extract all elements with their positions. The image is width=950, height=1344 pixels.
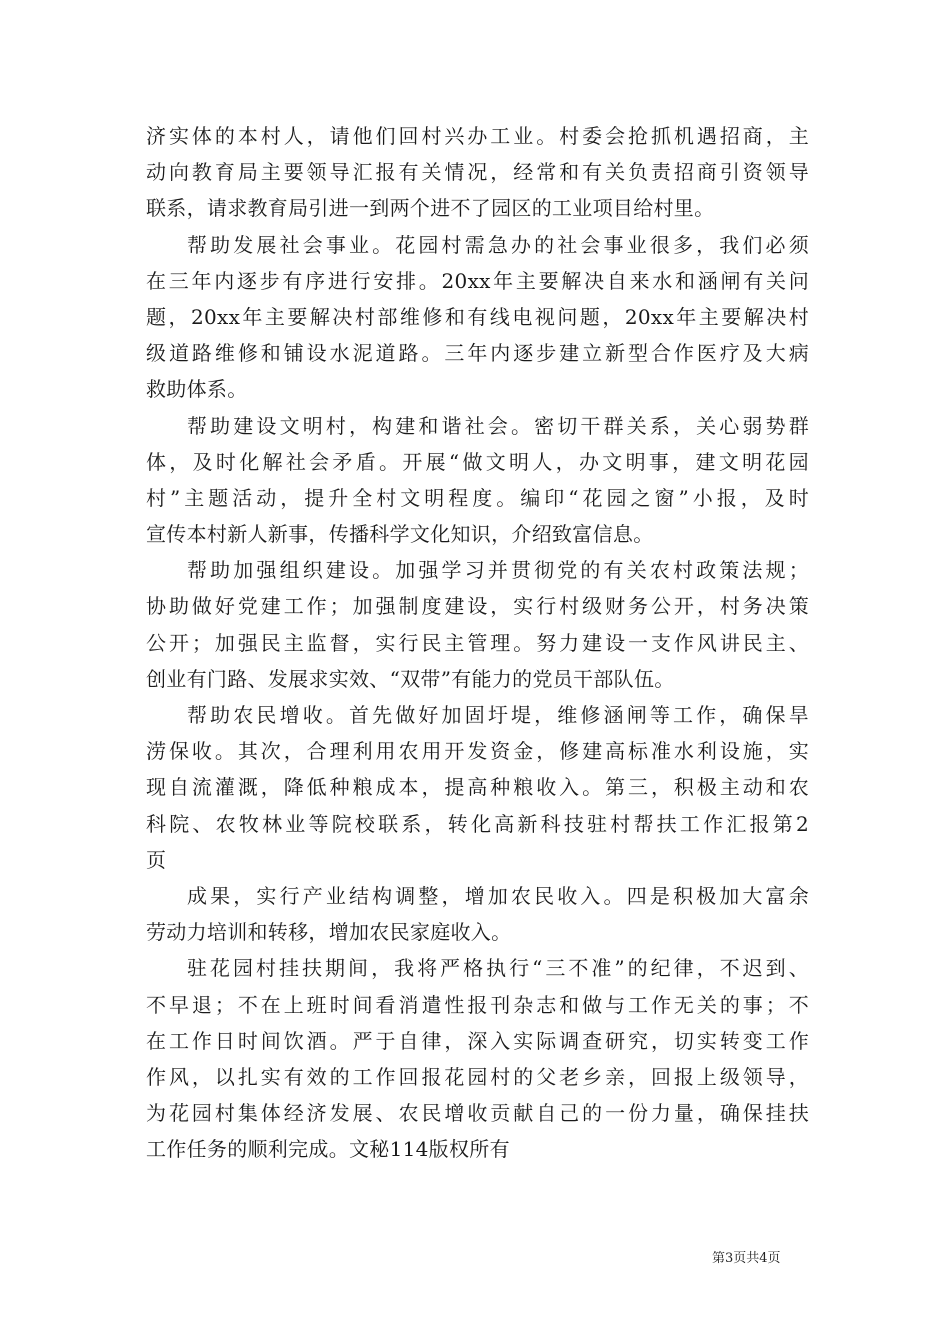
text-line: 救助体系。 — [146, 377, 248, 402]
text-line: 现自流灌溉，降低种粮成本，提高种粮收入。第三，积极主动和农 — [146, 775, 809, 800]
paragraph-start-line: 帮助农民增收。首先做好加固圩堤，维修涵闸等工作，确保旱 — [187, 703, 809, 727]
text-line: 作风，以扎实有效的工作回报花园村的父老乡亲，回报上级领导， — [146, 1064, 809, 1089]
paragraph-start-line: 驻花园村挂扶期间，我将严格执行“三不准”的纪律，不迟到、 — [187, 956, 809, 981]
text-line: 村”主题活动，提升全村文明程度。编印“花园之窗”小报，及时 — [146, 485, 809, 510]
text-line: 济实体的本村人，请他们回村兴办工业。村委会抢抓机遇招商，主 — [146, 124, 809, 148]
text-line: 级道路维修和铺设水泥道路。三年内逐步建立新型合作医疗及大病 — [146, 341, 809, 366]
text-line: 宣传本村新人新事，传播科学文化知识，介绍致富信息。 — [146, 522, 654, 547]
text-line: 体，及时化解社会矛盾。开展“做文明人，办文明事，建文明花园 — [146, 449, 809, 474]
text-line: 题，20xx年主要解决村部维修和有线电视问题，20xx年主要解决村 — [146, 304, 809, 329]
text-line: 劳动力培训和转移，增加农民家庭收入。 — [146, 920, 512, 945]
text-line: 科院、农牧林业等院校联系，转化高新科技驻村帮扶工作汇报第2 — [146, 811, 809, 836]
text-line: 在工作日时间饮酒。严于自律，深入实际调查研究，切实转变工作 — [146, 1028, 809, 1053]
paragraph-start-line: 成果，实行产业结构调整，增加农民收入。四是积极加大富余 — [187, 883, 809, 908]
text-line: 为花园村集体经济发展、农民增收贡献自己的一份力量，确保挂扶 — [146, 1101, 809, 1126]
paragraph-start-line: 帮助加强组织建设。加强学习并贯彻党的有关农村政策法规； — [187, 558, 809, 583]
text-line: 在三年内逐步有序进行安排。20xx年主要解决自来水和涵闸有关问 — [146, 268, 809, 293]
text-line: 页 — [146, 847, 167, 872]
text-line: 协助做好党建工作；加强制度建设，实行村级财务公开，村务决策 — [146, 594, 809, 619]
text-line: 涝保收。其次，合理利用农用开发资金，修建高标准水利设施，实 — [146, 739, 809, 764]
text-line: 联系，请求教育局引进一到两个进不了园区的工业项目给村里。 — [146, 196, 715, 221]
document-body — [146, 118, 809, 1167]
paragraph-start-line: 帮助发展社会事业。花园村需急办的社会事业很多，我们必须 — [187, 232, 809, 257]
page-number-footer: 第3页共4页 — [712, 1251, 781, 1266]
text-line: 不早退；不在上班时间看消遣性报刊杂志和做与工作无关的事；不 — [146, 992, 809, 1017]
text-line: 创业有门路、发展求实效、“双带”有能力的党员干部队伍。 — [146, 666, 675, 691]
text-line: 工作任务的顺利完成。文秘114版权所有 — [146, 1137, 510, 1162]
paragraph-start-line: 帮助建设文明村，构建和谐社会。密切干群关系，关心弱势群 — [187, 413, 809, 438]
text-line: 公开；加强民主监督，实行民主管理。努力建设一支作风讲民主、 — [146, 630, 809, 655]
text-line: 动向教育局主要领导汇报有关情况，经常和有关负责招商引资领导 — [146, 160, 809, 185]
